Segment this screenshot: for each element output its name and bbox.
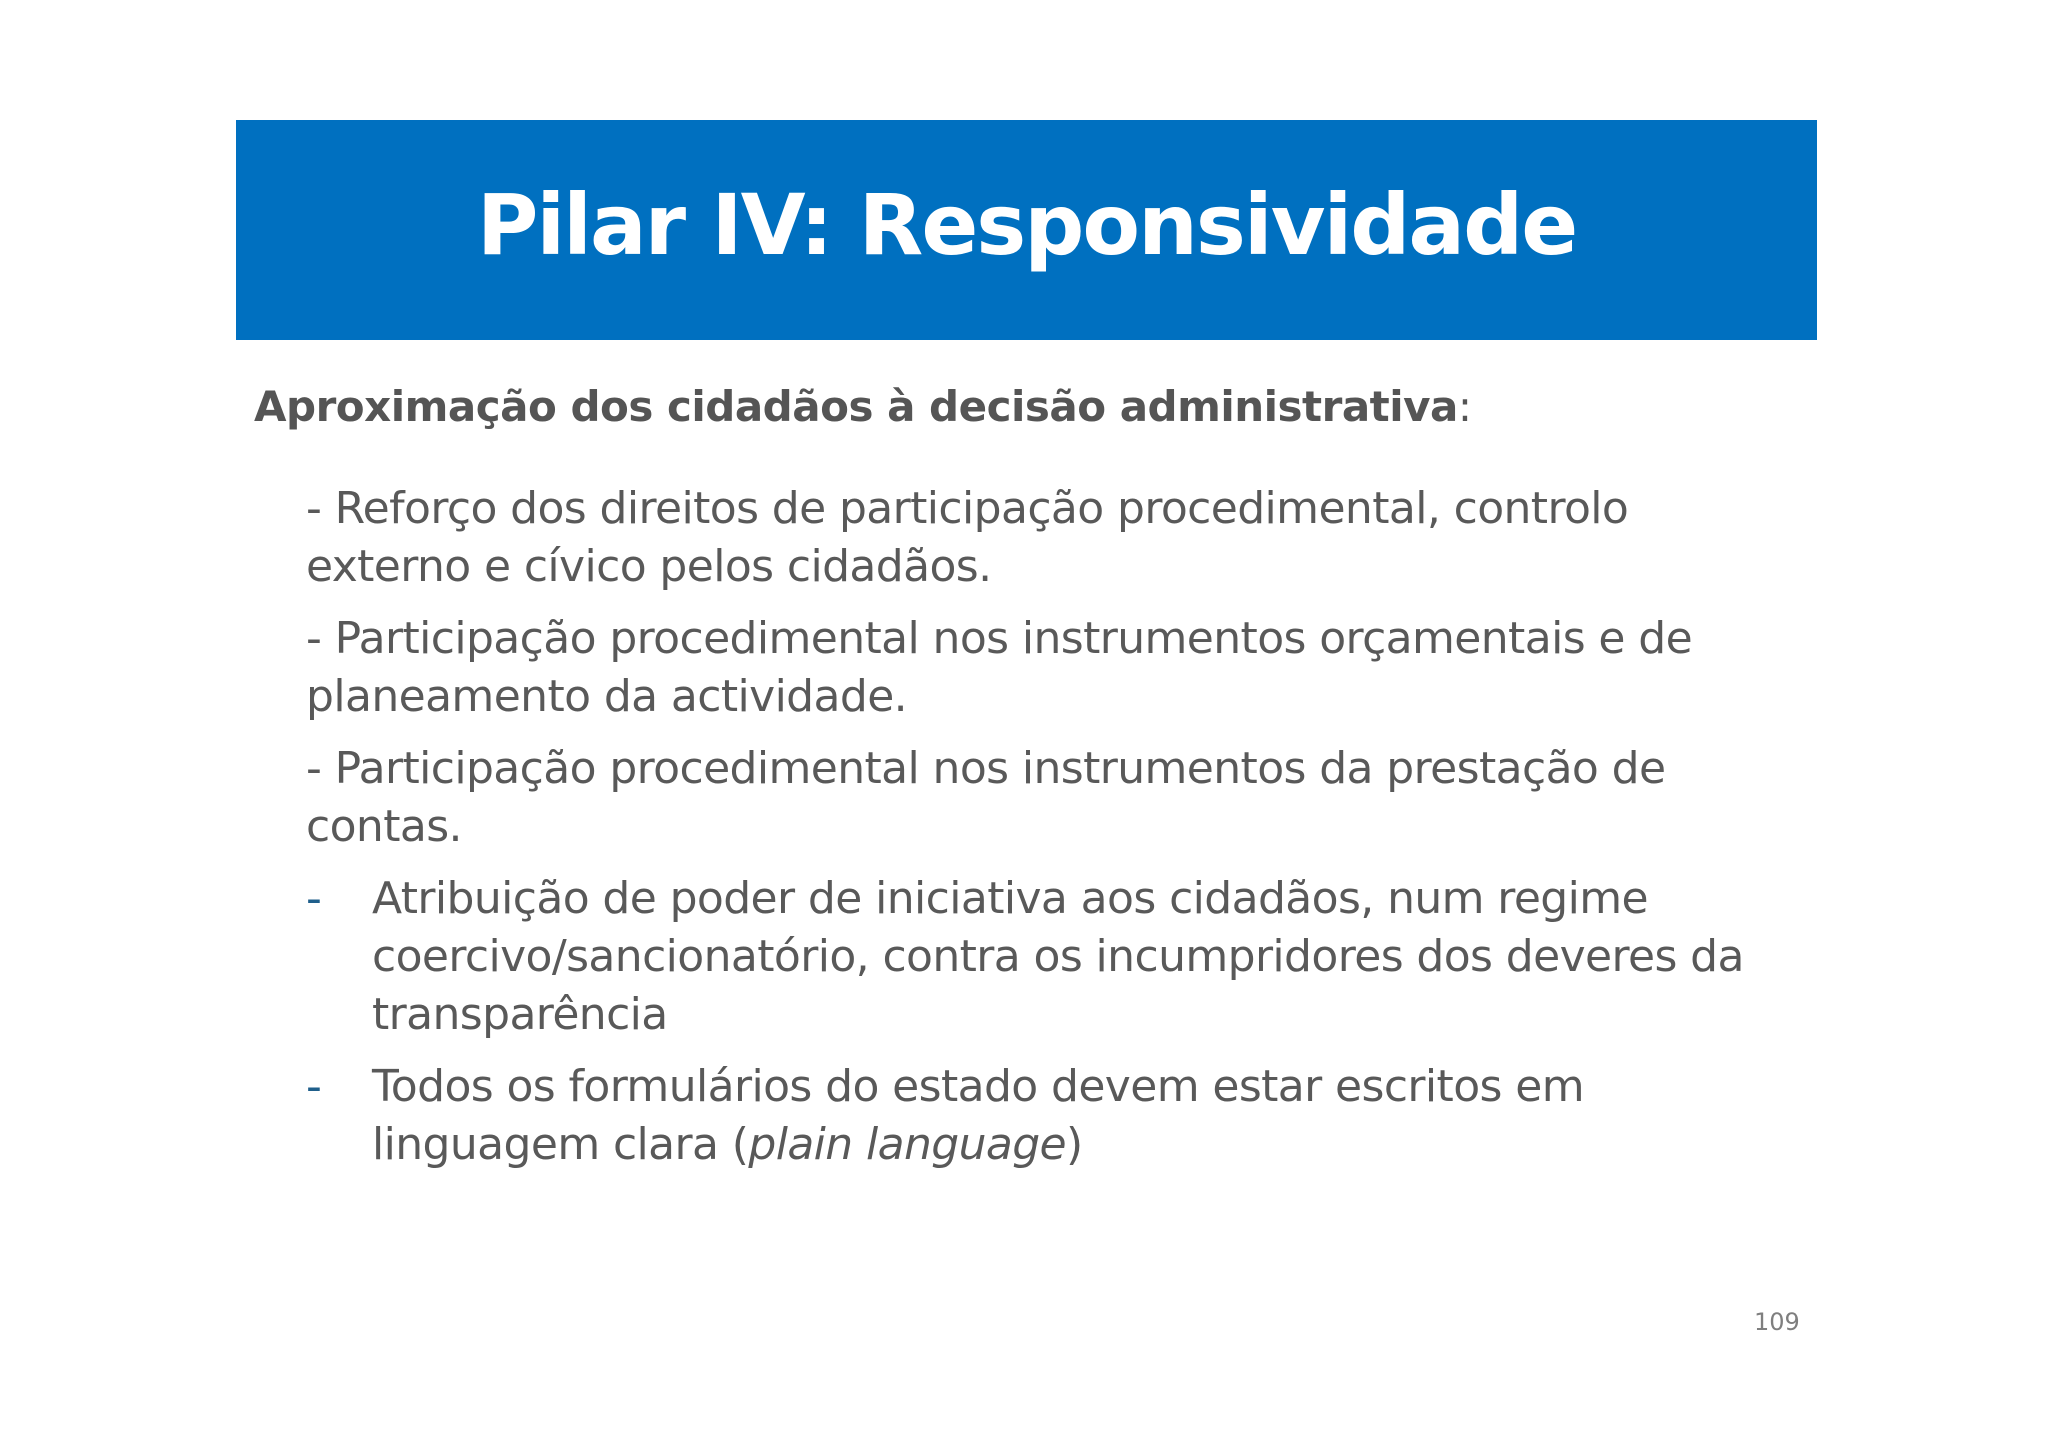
bullet-dash: - <box>306 1061 322 1112</box>
bullet-text <box>372 1058 1802 1174</box>
bullet-dash: - <box>306 873 322 924</box>
section-heading-bold: Aproximação dos cidadãos à decisão administrativa <box>254 382 1458 431</box>
page-number: 109 <box>1754 1308 1800 1336</box>
paragraph-3: - Participação procedimental nos instrumentos da prestação de contas. <box>306 743 1666 852</box>
title-banner <box>236 120 1817 340</box>
bullet-text-italic: plain language <box>748 1119 1067 1170</box>
section-heading <box>254 382 1472 431</box>
bullet-text-part: ) <box>1066 1119 1083 1170</box>
paragraph-1: - Reforço dos direitos de participação procedimental, controlo externo e cívico pelos cidadãos. <box>306 483 1629 592</box>
bullet-text: Atribuição de poder de iniciativa aos cidadãos, num regime coercivo/sancionatório, contra os incumpridores dos deveres da transparência <box>372 873 1744 1040</box>
paragraph-2: - Participação procedimental nos instrumentos orçamentais e de planeamento da actividade. <box>306 613 1693 722</box>
section-heading-colon: : <box>1457 382 1472 431</box>
bullet-text-part: Todos os formulários do estado devem estar escritos em linguagem clara ( <box>372 1061 1584 1170</box>
slide-title: Pilar IV: Responsividade <box>476 176 1577 274</box>
